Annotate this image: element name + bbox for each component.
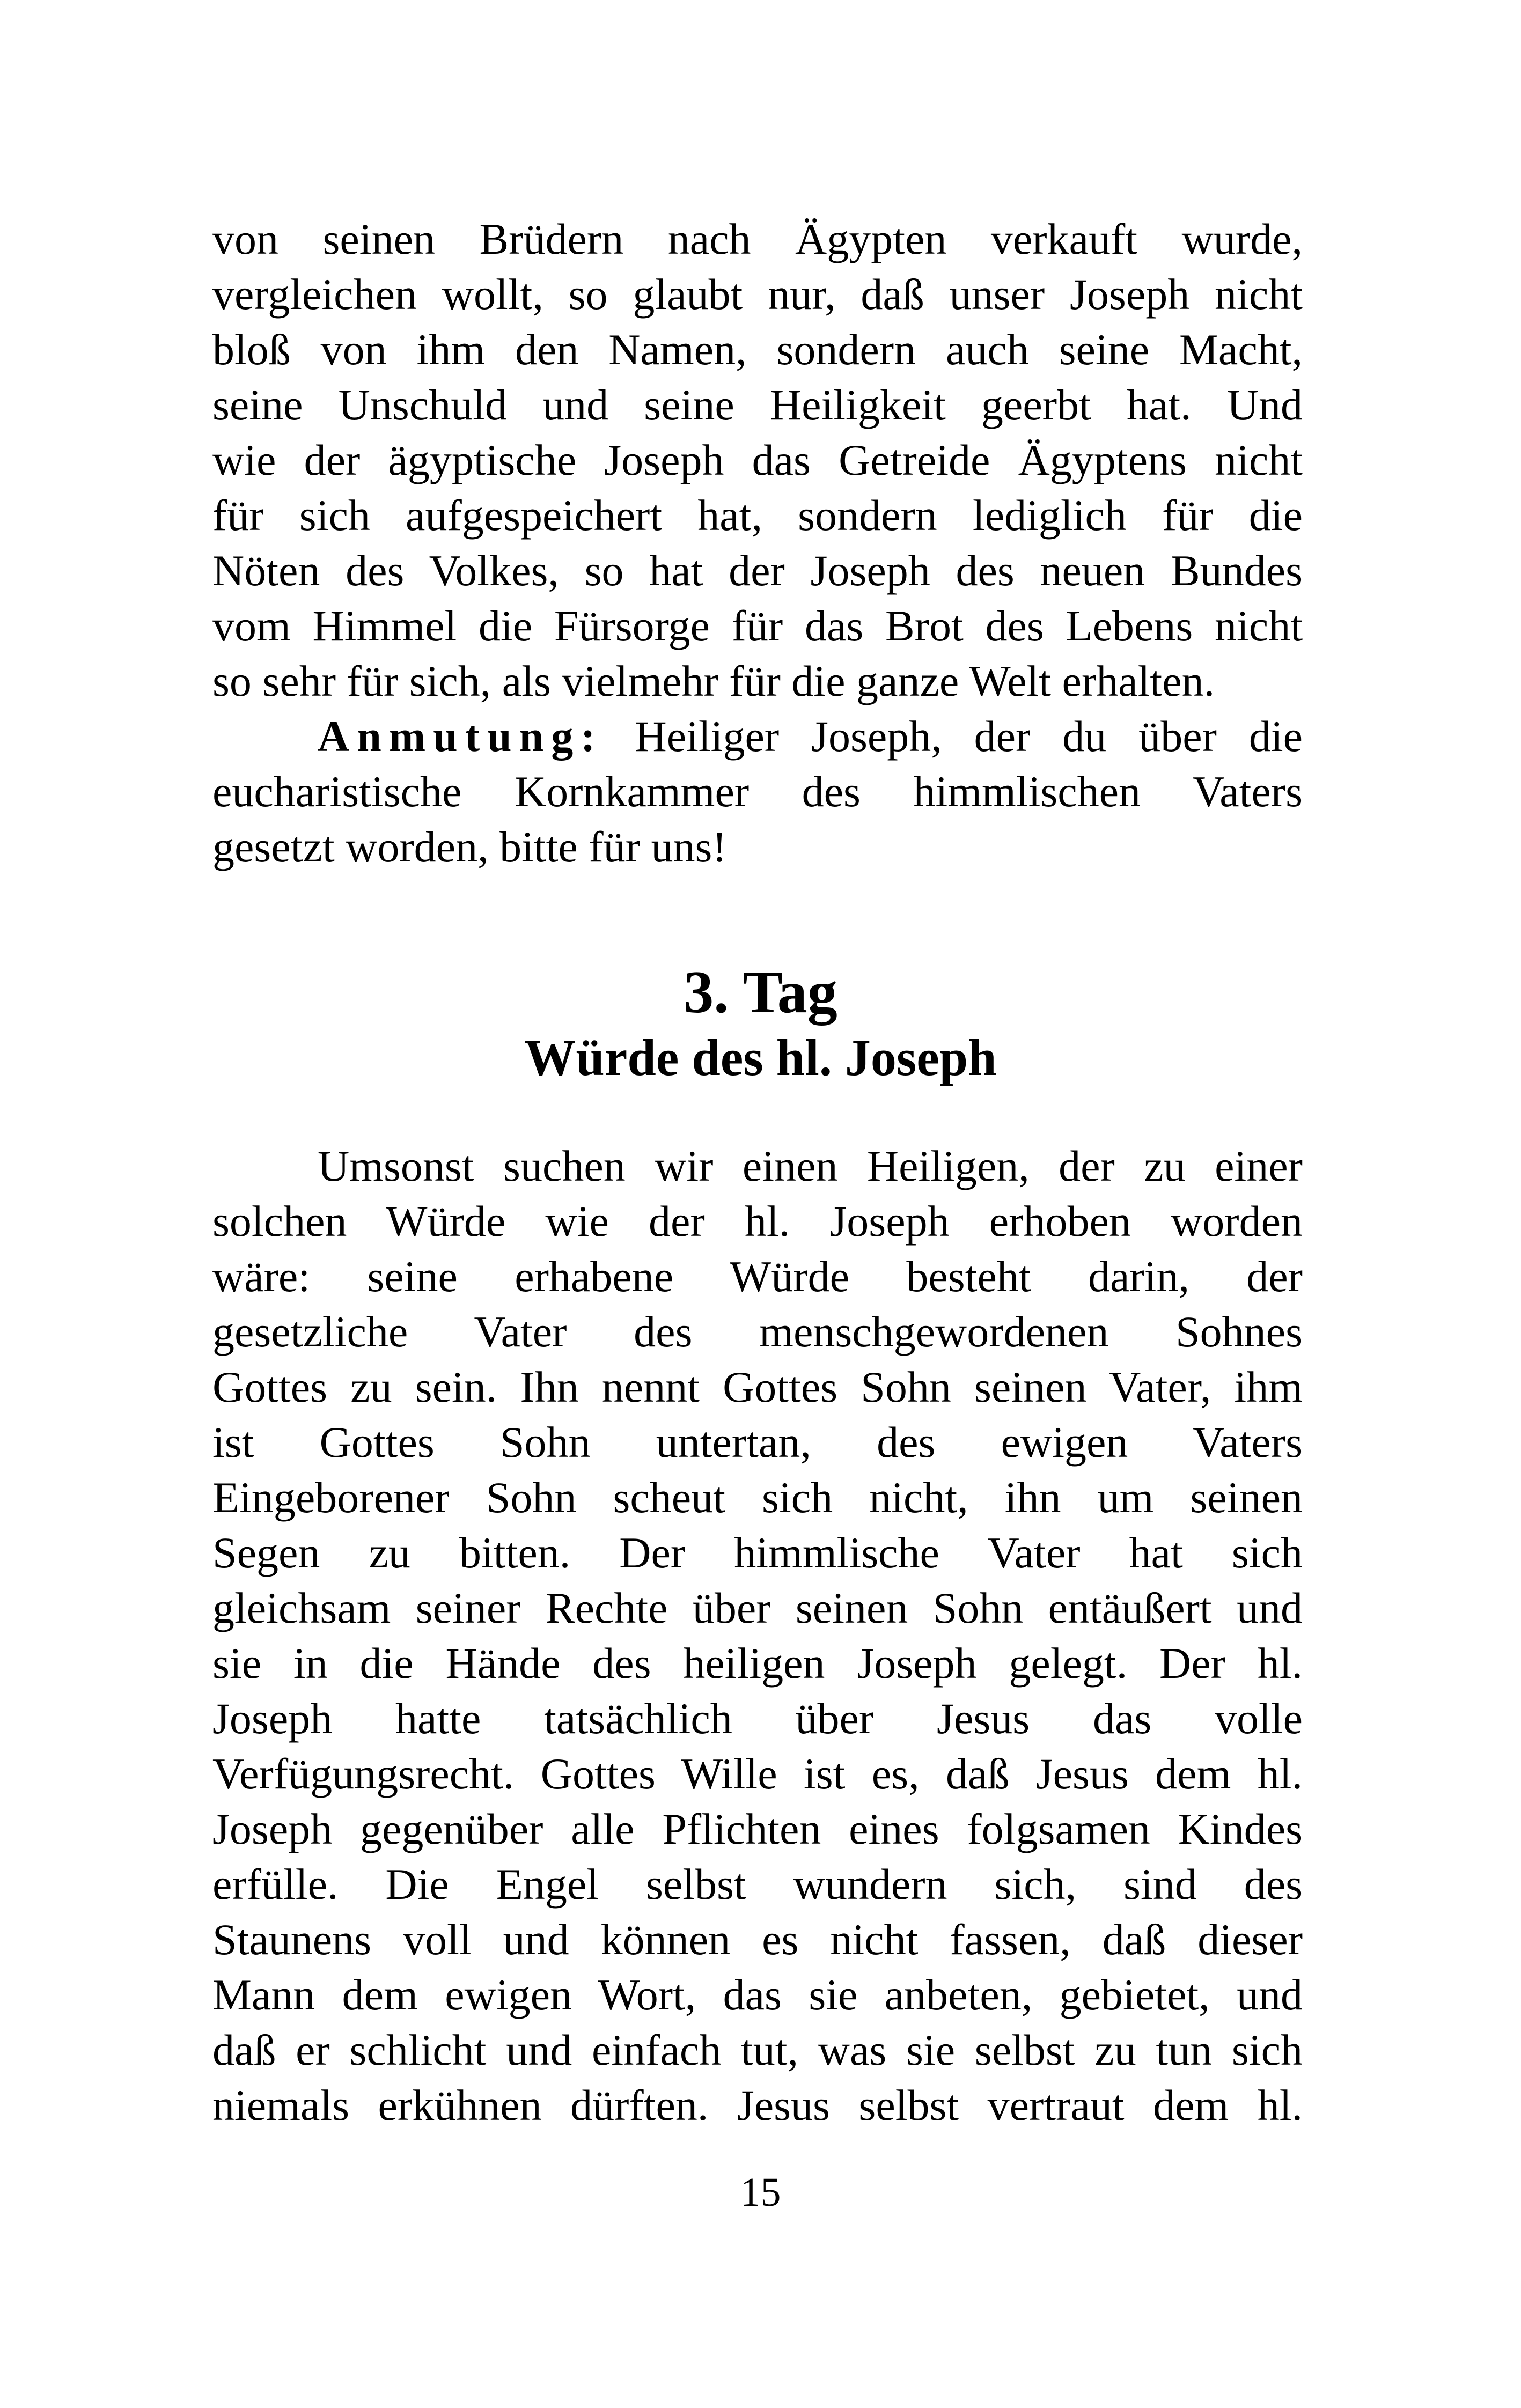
body-line: Umsonst suchen wir einen Heiligen, der zu einer xyxy=(318,1142,1303,1190)
section-subtitle: Würde des hl. Joseph xyxy=(524,1029,997,1086)
body-line: daß er schlicht und einfach tut, was sie selbst zu tun sich xyxy=(212,2026,1303,2074)
invocation-line: eucharistische Kornkammer des himmlischen Vaters xyxy=(212,767,1303,816)
body-line: so sehr für sich, als vielmehr für die ganze Welt erhalten. xyxy=(212,657,1215,705)
body-line: von seinen Brüdern nach Ägypten verkauft wurde, xyxy=(212,215,1303,263)
body-line: seine Unschuld und seine Heiligkeit geerbt hat. Und xyxy=(212,380,1303,429)
page-number: 15 xyxy=(740,2170,781,2215)
section-1-body xyxy=(212,211,1303,874)
body-line: vergleichen wollt, so glaubt nur, daß unser Joseph nicht xyxy=(212,270,1303,319)
body-line: gesetzliche Vater des menschgewordenen Sohnes xyxy=(212,1307,1303,1356)
body-line: Verfügungsrecht. Gottes Wille ist es, daß Jesus dem hl. xyxy=(212,1749,1303,1798)
body-line: Nöten des Volkes, so hat der Joseph des neuen Bundes xyxy=(212,546,1303,595)
body-line: Segen zu bitten. Der himmlische Vater hat sich xyxy=(212,1528,1303,1577)
body-line: Mann dem ewigen Wort, das sie anbeten, gebietet, und xyxy=(212,1970,1303,2019)
body-line: Joseph hatte tatsächlich über Jesus das volle xyxy=(212,1694,1303,1743)
body-line: wie der ägyptische Joseph das Getreide Ägyptens nicht xyxy=(212,436,1303,484)
invocation-label: Anmutung: xyxy=(318,712,603,761)
body-line: erfülle. Die Engel selbst wundern sich, sind des xyxy=(212,1860,1303,1909)
body-line: Gottes zu sein. Ihn nennt Gottes Sohn seinen Vater, ihm xyxy=(212,1363,1303,1411)
body-line: wäre: seine erhabene Würde besteht darin, der xyxy=(212,1252,1303,1301)
body-line: Staunens voll und können es nicht fassen, daß dieser xyxy=(212,1915,1303,1964)
body-line: Eingeborener Sohn scheut sich nicht, ihn um seinen xyxy=(212,1473,1303,1522)
body-line: sie in die Hände des heiligen Joseph gelegt. Der hl. xyxy=(212,1639,1303,1688)
body-line: für sich aufgespeichert hat, sondern lediglich für die xyxy=(212,491,1303,540)
body-line: ist Gottes Sohn untertan, des ewigen Vaters xyxy=(212,1418,1303,1467)
body-line: Joseph gegenüber alle Pflichten eines folgsamen Kindes xyxy=(212,1805,1303,1853)
body-line: gleichsam seiner Rechte über seinen Sohn entäußert und xyxy=(212,1584,1303,1632)
invocation-line: gesetzt worden, bitte für uns! xyxy=(212,822,727,871)
invocation-line xyxy=(212,709,1303,764)
section-title: 3. Tag xyxy=(684,959,837,1026)
body-line: vom Himmel die Fürsorge für das Brot des Lebens nicht xyxy=(212,601,1303,650)
body-line: niemals erkühnen dürften. Jesus selbst vertraut dem hl. xyxy=(212,2081,1303,2130)
body-line: bloß von ihm den Namen, sondern auch seine Macht, xyxy=(212,325,1303,374)
body-line: solchen Würde wie der hl. Joseph erhoben worden xyxy=(212,1197,1303,1246)
section-2-body xyxy=(212,1138,1303,2133)
invocation-text: Heiliger Joseph, der du über die xyxy=(635,712,1303,761)
